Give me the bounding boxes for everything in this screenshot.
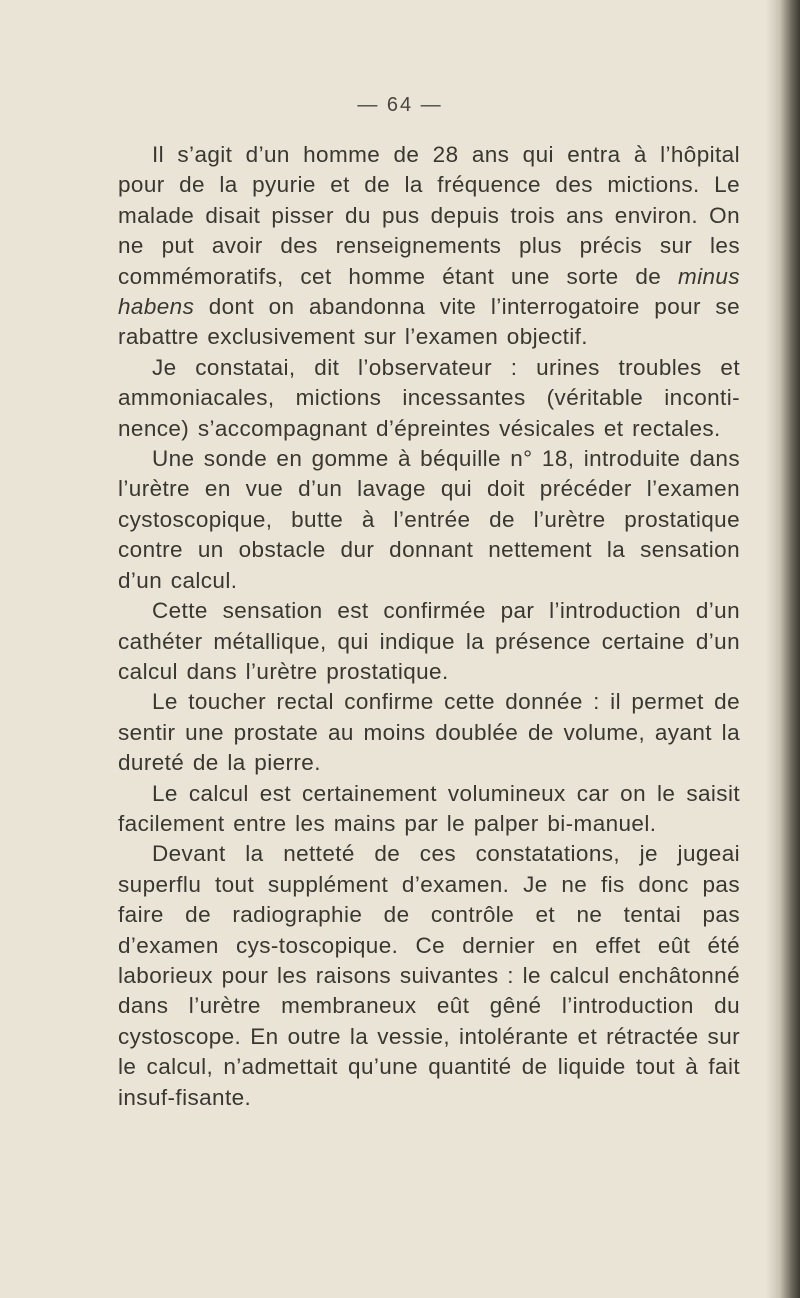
page-edge-shadow [766, 0, 800, 1298]
paragraph-1-start: Il s’agit d’un homme de 28 ans qui entra à l’hôpital pour de la pyurie et de la fréquence des mictions. Le malade disait pisser du pus depuis trois ans environ. On ne put avoir des renseignements plus précis sur les commémoratifs, cet homme étant une sorte de [118, 142, 740, 289]
paragraph-7: Devant la netteté de ces constatations, je jugeai superflu tout supplément d’examen. Je ne fis donc pas faire de radiographie de contrôle et ne tentai pas d’examen cys-toscopique. Ce dernier en effet eût été laborieux pour les raisons suivantes : le calcul enchâtonné dans l’urètre membraneux eût gêné l’introduction du cystoscope. En outre la vessie, intolérante et rétractée sur le calcul, n’admettait qu’une quantité de liquide tout à fait insuf-fisante. [118, 841, 740, 1110]
paragraph-1-end: dont on abandonna vite l’interrogatoire pour se rabattre exclusivement sur l’examen objectif. [118, 294, 740, 350]
paragraph-1-italic: minus habens [118, 263, 740, 320]
paragraph-2: Je constatai, dit l’observateur : urines troubles et ammoniacales, mictions incessantes (véritable inconti-nence) s’accompagnant d’épreintes vésicales et rectales. [118, 354, 740, 441]
paragraph-5: Le toucher rectal confirme cette donnée : il permet de sentir une prostate au moins doublée de volume, ayant la dureté de la pierre. [118, 689, 740, 776]
paragraph-6: Le calcul est certainement volumineux car on le saisit facilement entre les mains par le palper bi-manuel. [118, 780, 740, 836]
paragraph-1 [118, 140, 740, 353]
paragraph-3: Une sonde en gomme à béquille n° 18, introduite dans l’urètre en vue d’un lavage qui doit précéder l’examen cystoscopique, butte à l’entrée de l’urètre prostatique contre un obstacle dur donnant nettement la sensation d’un calcul. [118, 446, 740, 593]
paragraph-4: Cette sensation est confirmée par l’introduction d’un cathéter métallique, qui indique la présence certaine d’un calcul dans l’urètre prostatique. [118, 598, 740, 684]
body-text [118, 140, 740, 1113]
page-number: — 64 — [357, 94, 443, 116]
